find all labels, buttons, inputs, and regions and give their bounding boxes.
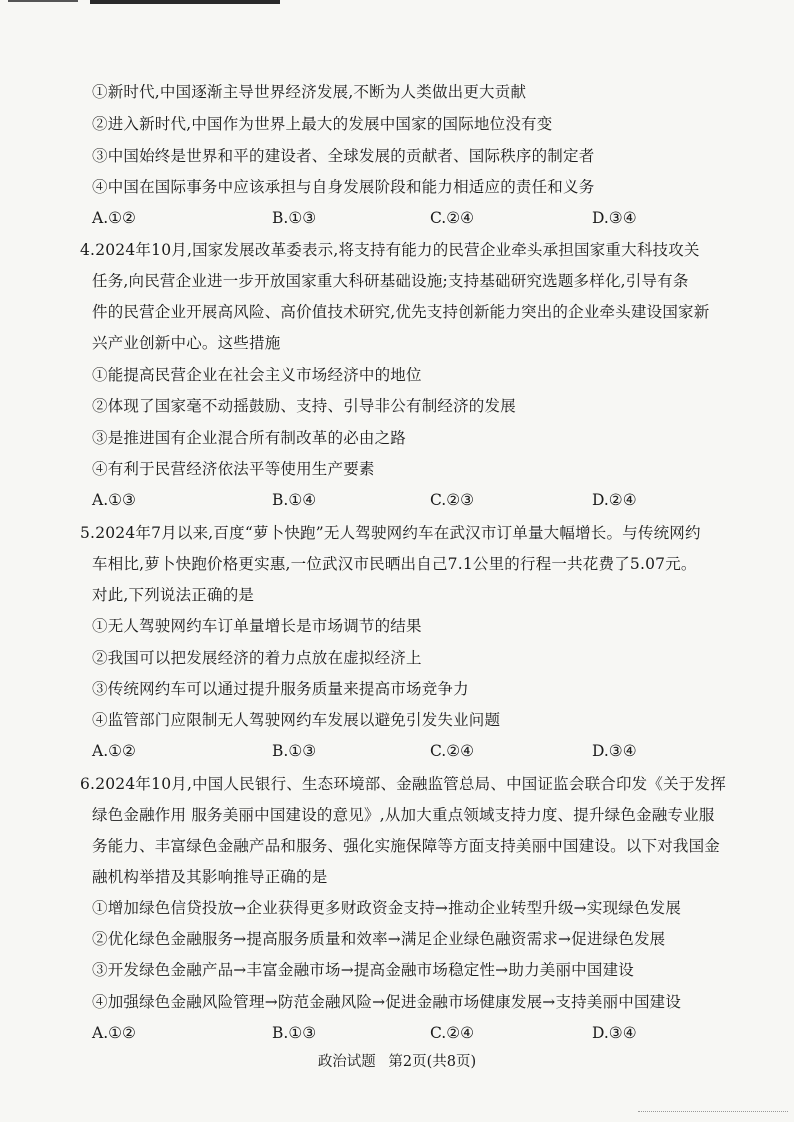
q3-statement-2: ②进入新时代,中国作为世界上最大的发展中国家的国际地位没有变 [92, 115, 553, 133]
q6-options [92, 1023, 712, 1043]
q6-stem-line-3: 务能力、丰富绿色金融产品和服务、强化实施保障等方面支持美丽中国建设。以下对我国金 [92, 837, 721, 855]
page-footer [0, 1052, 794, 1072]
q3-statement-1: ①新时代,中国逐渐主导世界经济发展,不断为人类做出更大贡献 [92, 83, 527, 101]
q5-statement-3: ③传统网约车可以通过提升服务质量来提高市场竞争力 [92, 680, 469, 698]
q4-statement-3: ③是推进国有企业混合所有制改革的必由之路 [92, 429, 407, 447]
q4-option-d: D.②④ [592, 491, 637, 509]
q6-statement-4: ④加强绿色金融风险管理→防范金融风险→促进金融市场健康发展→支持美丽中国建设 [92, 993, 682, 1011]
footer-page-number: 第2页(共8页) [388, 1054, 477, 1070]
q4-options [92, 490, 712, 510]
q4-stem-line-2: 任务,向民营企业进一步开放国家重大科研基础设施;支持基础研究选题多样化,引导有条 [92, 272, 689, 290]
q3-statement-3: ③中国始终是世界和平的建设者、全球发展的贡献者、国际秩序的制定者 [92, 147, 595, 165]
q4-statement-4: ④有利于民营经济依法平等使用生产要素 [92, 460, 375, 478]
q6-option-a: A.①② [92, 1024, 136, 1042]
q6-stem-line-1: 6.2024年10月,中国人民银行、生态环境部、金融监管总局、中国证监会联合印发《关于发挥 [80, 775, 726, 793]
q5-statement-4: ④监管部门应限制无人驾驶网约车发展以避免引发失业问题 [92, 711, 501, 729]
q6-stem-line-4: 融机构举措及其影响推导正确的是 [92, 868, 328, 886]
q5-option-c: C.②④ [430, 742, 475, 760]
q5-stem-line-3: 对此,下列说法正确的是 [92, 586, 255, 604]
q6-option-b: B.①③ [272, 1024, 317, 1042]
q4-stem-line-3: 件的民营企业开展高风险、高价值技术研究,优先支持创新能力突出的企业牵头建设国家新 [92, 303, 710, 321]
q4-option-a: A.①③ [92, 491, 136, 509]
q6-stem-line-2: 绿色金融作用 服务美丽中国建设的意见》,从加大重点领域支持力度、提升绿色金融专业服 [92, 806, 715, 824]
scan-artifact [638, 1111, 788, 1118]
q6-option-d: D.③④ [592, 1024, 637, 1042]
q5-option-b: B.①③ [272, 742, 317, 760]
q4-option-c: C.②③ [430, 491, 475, 509]
q5-statement-1: ①无人驾驶网约车订单量增长是市场调节的结果 [92, 617, 422, 635]
q3-option-d: D.③④ [592, 209, 637, 227]
q3-option-c: C.②④ [430, 209, 475, 227]
q5-option-a: A.①② [92, 742, 136, 760]
q5-option-d: D.③④ [592, 742, 637, 760]
q4-statement-2: ②体现了国家毫不动摇鼓励、支持、引导非公有制经济的发展 [92, 397, 516, 415]
q5-stem-line-1: 5.2024年7月以来,百度“萝卜快跑”无人驾驶网约车在武汉市订单量大幅增长。与传统网约 [80, 524, 701, 542]
q3-option-b: B.①③ [272, 209, 317, 227]
q6-statement-1: ①增加绿色信贷投放→企业获得更多财政资金支持→推动企业转型升级→实现绿色发展 [92, 899, 682, 917]
q5-stem-line-2: 车相比,萝卜快跑价格更实惠,一位武汉市民晒出自己7.1公里的行程一共花费了5.07元。 [92, 555, 697, 573]
q3-option-a: A.①② [92, 209, 136, 227]
q5-options [92, 741, 712, 761]
q6-statement-3: ③开发绿色金融产品→丰富金融市场→提高金融市场稳定性→助力美丽中国建设 [92, 961, 634, 979]
q6-statement-2: ②优化绿色金融服务→提高服务质量和效率→满足企业绿色融资需求→促进绿色发展 [92, 930, 666, 948]
q4-stem-line-4: 兴产业创新中心。这些措施 [92, 334, 281, 352]
q4-option-b: B.①④ [272, 491, 317, 509]
footer-subject: 政治试题 [317, 1054, 376, 1070]
q4-statement-1: ①能提高民营企业在社会主义市场经济中的地位 [92, 366, 422, 384]
q3-statement-4: ④中国在国际事务中应该承担与自身发展阶段和能力相适应的责任和义务 [92, 178, 595, 196]
q5-statement-2: ②我国可以把发展经济的着力点放在虚拟经济上 [92, 649, 422, 667]
q6-option-c: C.②④ [430, 1024, 475, 1042]
q4-stem-line-1: 4.2024年10月,国家发展改革委表示,将支持有能力的民营企业牵头承担国家重大科技攻关 [80, 241, 700, 259]
q3-options [92, 208, 712, 228]
